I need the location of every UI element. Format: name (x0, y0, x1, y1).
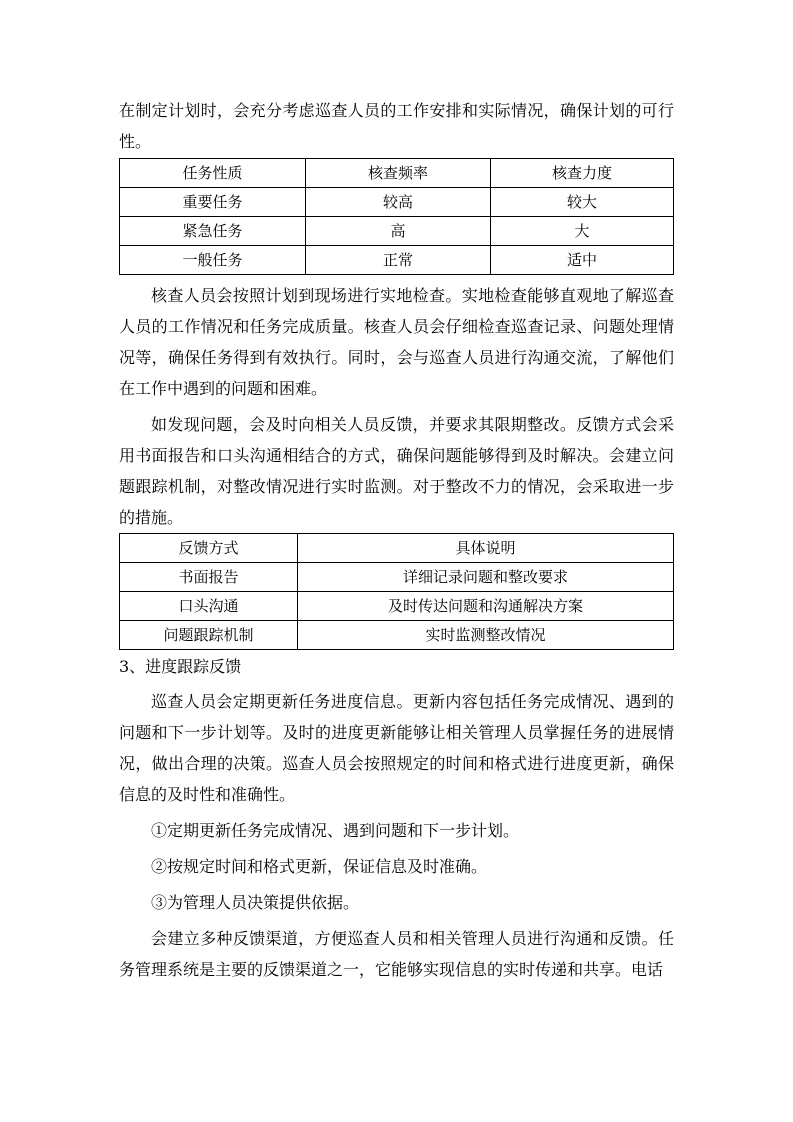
paragraph-plan-feasibility (119, 95, 674, 157)
table-task-check (119, 158, 674, 275)
table-header-cell: 任务性质 (120, 159, 306, 188)
paragraph-text: 在制定计划时，会充分考虑巡查人员的工作安排和实际情况，确保计划的可行性。 (119, 101, 674, 151)
table-row (120, 563, 674, 592)
paragraph-text: 会建立多种反馈渠道，方便巡查人员和相关管理人员进行沟通和反馈。任务管理系统是主要的反馈渠道之一，它能够实现信息的实时传递和共享。电话 (119, 929, 674, 979)
table-header-cell: 反馈方式 (120, 534, 298, 563)
table-cell: 实时监测整改情况 (298, 621, 674, 650)
table-cell: 大 (491, 217, 674, 246)
list-item: ①定期更新任务完成情况、遇到问题和下一步计划。 (151, 821, 520, 840)
table-cell: 一般任务 (120, 246, 306, 275)
paragraph-text: 如发现问题，会及时向相关人员反馈，并要求其限期整改。反馈方式会采用书面报告和口头沟通相结合的方式，确保问题能够得到及时解决。会建立问题跟踪机制，对整改情况进行实时监测。对于整改不力的情况，会采取进一步的措施。 (119, 415, 674, 527)
table-header-cell: 核查频率 (306, 159, 491, 188)
table-row (120, 621, 674, 650)
table-row (120, 188, 674, 217)
list-item: ②按规定时间和格式更新，保证信息及时准确。 (151, 857, 488, 876)
list-item: ③为管理人员决策提供依据。 (151, 893, 360, 912)
table-cell: 较高 (306, 188, 491, 217)
table-header-cell: 具体说明 (298, 534, 674, 563)
paragraph-onsite-check (119, 280, 674, 533)
table-cell: 口头沟通 (120, 592, 298, 621)
paragraph-text: 核查人员会按照计划到现场进行实地检查。实地检查能够直观地了解巡查人员的工作情况和任务完成质量。核查人员会仔细检查巡查记录、问题处理情况等，确保任务得到有效执行。同时，会与巡查人员进行沟通交流，了解他们在工作中遇到的问题和困难。 (119, 286, 674, 398)
table-cell: 及时传达问题和沟通解决方案 (298, 592, 674, 621)
table-cell: 书面报告 (120, 563, 298, 592)
section-progress-feedback (119, 651, 674, 985)
table-header-cell: 核查力度 (491, 159, 674, 188)
table-row (120, 246, 674, 275)
table-cell: 正常 (306, 246, 491, 275)
table-cell: 重要任务 (120, 188, 306, 217)
table-feedback-methods (119, 533, 674, 650)
section-heading: 3、进度跟踪反馈 (119, 657, 242, 676)
table-cell: 紧急任务 (120, 217, 306, 246)
table-cell: 详细记录问题和整改要求 (298, 563, 674, 592)
table-row (120, 217, 674, 246)
table-cell: 较大 (491, 188, 674, 217)
table-cell: 高 (306, 217, 491, 246)
paragraph-text: 巡查人员会定期更新任务进度信息。更新内容包括任务完成情况、遇到的问题和下一步计划等。及时的进度更新能够让相关管理人员掌握任务的进展情况，做出合理的决策。巡查人员会按照规定的时间和格式进行进度更新，确保信息的及时性和准确性。 (119, 692, 674, 804)
table-row (120, 592, 674, 621)
table-header-row (120, 534, 674, 563)
table-cell: 适中 (491, 246, 674, 275)
table-header-row (120, 159, 674, 188)
table-cell: 问题跟踪机制 (120, 621, 298, 650)
